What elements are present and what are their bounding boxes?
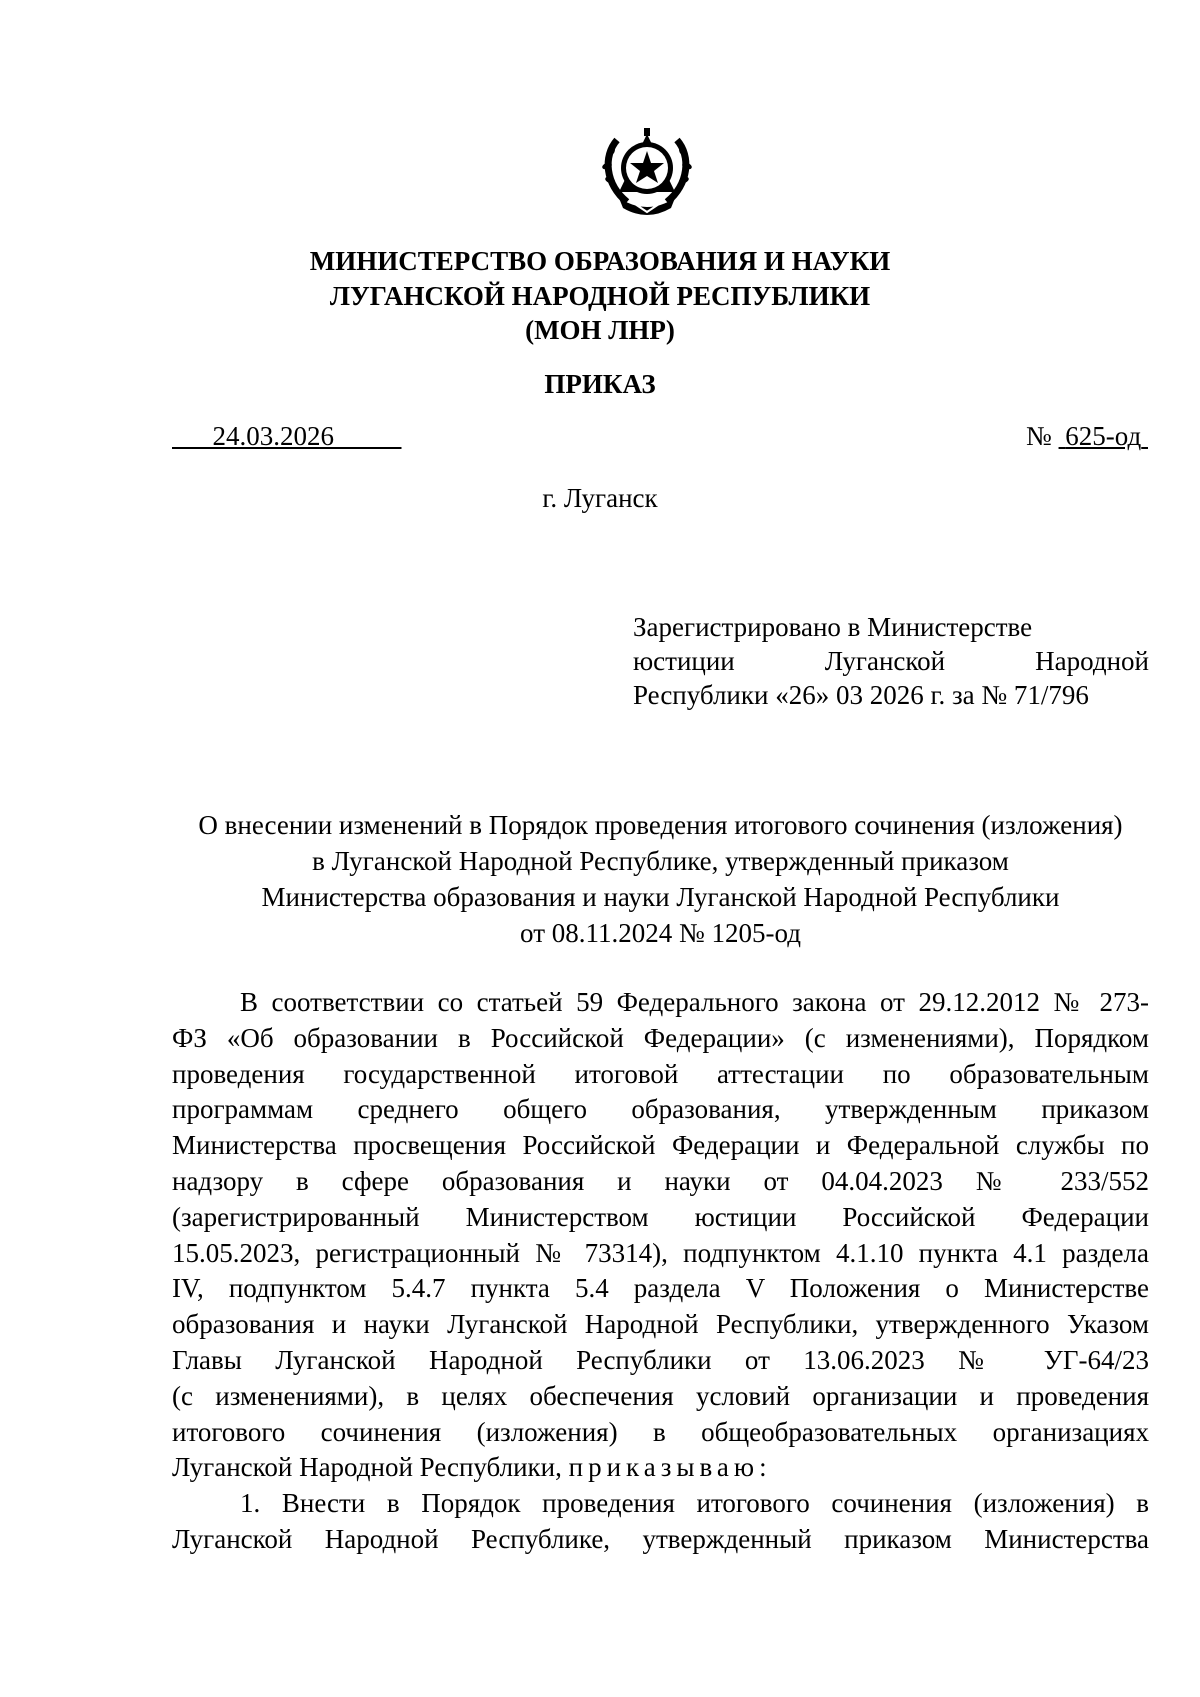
- body-line: (зарегистрированный Министерством юстиции Российской Федерации: [172, 1201, 1149, 1232]
- document-type-heading: ПРИКАЗ: [544, 369, 656, 399]
- body-line: (с изменениями), в целях обеспечения условий организации и проведения: [172, 1380, 1149, 1411]
- body-line: программам среднего общего образования, утвержденным приказом: [172, 1094, 1149, 1125]
- body-line: 15.05.2023, регистрационный № 73314), подпунктом 4.1.10 пункта 4.1 раздела: [172, 1237, 1149, 1268]
- body-line: проведения государственной итоговой аттестации по образовательным: [172, 1058, 1149, 1089]
- item-1-line2: Луганской Народной Республике, утвержденный приказом Министерства: [172, 1523, 1149, 1554]
- body-line: итогового сочинения (изложения) в общеобразовательных организациях: [172, 1416, 1149, 1447]
- ministry-abbreviation: (МОН ЛНР): [525, 315, 675, 345]
- title-line4: от 08.11.2024 № 1205-од: [520, 918, 801, 948]
- title-line2: в Луганской Народной Республике, утвержденный приказом: [312, 846, 1009, 876]
- document-title: [172, 807, 1149, 951]
- body-line: В соответствии со статьей 59 Федерального закона от 29.12.2012 № 273-: [240, 987, 1149, 1017]
- order-number-value: 625-од: [1065, 421, 1142, 451]
- registration-line3: Республики «26» 03 2026 г. за № 71/796: [633, 680, 1089, 710]
- title-line1: О внесении изменений в Порядок проведения итогового сочинения (изложения): [198, 810, 1123, 840]
- registration-line2: юстиции Луганской Народной: [633, 646, 1149, 676]
- ministry-name-line1: МИНИСТЕРСТВО ОБРАЗОВАНИЯ И НАУКИ: [309, 246, 891, 276]
- body-text: [172, 985, 1149, 1558]
- registration-note: [633, 610, 1149, 712]
- body-line: IV, подпунктом 5.4.7 пункта 5.4 раздела V Положения о Министерстве: [172, 1273, 1149, 1304]
- ministry-name-line2: ЛУГАНСКОЙ НАРОДНОЙ РЕСПУБЛИКИ: [329, 281, 871, 311]
- order-date: [172, 420, 402, 452]
- body-line: Министерства просвещения Российской Федерации и Федеральной службы по: [172, 1130, 1149, 1161]
- body-line: Главы Луганской Народной Республики от 13.06.2023 № УГ-64/23: [172, 1344, 1149, 1375]
- coat-of-arms-icon: [597, 122, 697, 218]
- body-line: надзору в сфере образования и науки от 04.04.2023 № 233/552: [172, 1165, 1149, 1196]
- order-number: [1026, 420, 1148, 452]
- order-date-value: 24.03.2026: [212, 421, 334, 451]
- order-word: приказываю:: [568, 1452, 772, 1483]
- body-line: образования и науки Луганской Народной Республики, утвержденного Указом: [172, 1309, 1149, 1340]
- title-line3: Министерства образования и науки Луганской Народной Республики: [261, 882, 1060, 912]
- body-last-line: [172, 1450, 1149, 1486]
- registration-line1: Зарегистрировано в Министерстве: [633, 612, 1033, 642]
- body-line-text: Луганской Народной Республики,: [172, 1452, 562, 1483]
- number-sign: №: [1026, 421, 1052, 451]
- item-1-line1: 1. Внести в Порядок проведения итогового сочинения (изложения) в: [240, 1488, 1149, 1519]
- body-line: ФЗ «Об образовании в Российской Федерации» (с изменениями), Порядком: [172, 1022, 1149, 1053]
- city: г. Луганск: [542, 483, 658, 513]
